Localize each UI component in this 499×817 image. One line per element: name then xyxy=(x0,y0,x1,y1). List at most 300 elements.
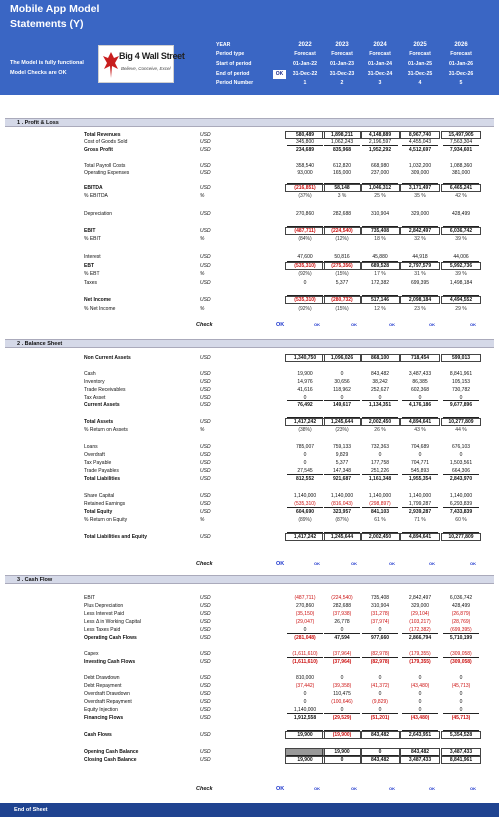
value-cell[interactable]: 977,660 xyxy=(370,635,390,641)
value-cell[interactable]: (535,310) xyxy=(285,296,325,304)
value-cell[interactable]: 1,952,292 xyxy=(368,147,392,153)
period-num-cell: 4 xyxy=(418,80,422,86)
value-cell[interactable]: 6,036,742 xyxy=(441,227,481,235)
value-cell[interactable]: 428,499 xyxy=(451,211,471,217)
value-cell[interactable]: (43,480) xyxy=(410,683,430,689)
value-cell[interactable]: 4,176,186 xyxy=(408,402,432,408)
value-cell[interactable]: 4,494,552 xyxy=(441,296,481,304)
value-cell[interactable]: 0 xyxy=(459,699,463,705)
value-cell[interactable]: (45,713) xyxy=(451,683,471,689)
value-cell[interactable]: 599,013 xyxy=(441,354,481,362)
value-cell[interactable]: 843,482 xyxy=(400,748,440,756)
value-cell[interactable]: 921,687 xyxy=(332,476,352,482)
value-cell[interactable]: 3,487,433 xyxy=(400,756,440,764)
statement-row xyxy=(0,401,499,409)
value-cell[interactable]: (309,058) xyxy=(450,651,472,657)
value-cell[interactable]: 47,594 xyxy=(334,635,350,641)
value-cell[interactable]: (29,104) xyxy=(410,611,430,617)
value-cell[interactable]: 1,503,561 xyxy=(449,460,473,466)
value-cell[interactable]: (535,310) xyxy=(285,262,325,270)
value-cell[interactable]: 60 % xyxy=(455,517,467,523)
value-cell[interactable]: 759,133 xyxy=(332,444,352,450)
period-type-cell: Forecast xyxy=(409,51,431,57)
value-cell[interactable]: 3,171,497 xyxy=(400,184,440,192)
value-cell[interactable]: (84%) xyxy=(298,236,312,242)
value-cell[interactable]: 237,000 xyxy=(370,170,390,176)
total-rule xyxy=(324,730,360,731)
value-cell[interactable]: 0 xyxy=(303,280,307,286)
value-cell[interactable]: (38%) xyxy=(298,427,312,433)
value-cell[interactable]: 30,656 xyxy=(334,379,350,385)
statement-row xyxy=(0,270,499,278)
value-cell[interactable]: 323,957 xyxy=(332,509,352,515)
row-unit: % xyxy=(200,193,205,199)
value-cell[interactable]: (15%) xyxy=(335,306,349,312)
value-cell[interactable]: 428,499 xyxy=(451,603,471,609)
value-cell[interactable]: 10,277,809 xyxy=(441,418,481,426)
value-cell[interactable]: 732,363 xyxy=(370,444,390,450)
value-cell[interactable]: (172,382) xyxy=(409,627,431,633)
value-cell[interactable]: 4,894,641 xyxy=(400,418,440,426)
value-cell[interactable]: (26,879) xyxy=(451,611,471,617)
statement-row xyxy=(0,192,499,200)
value-cell[interactable]: 735,408 xyxy=(360,227,400,235)
value-cell[interactable]: 1,140,000 xyxy=(449,493,473,499)
row-unit: USD xyxy=(200,355,211,361)
value-cell[interactable]: 15,497,905 xyxy=(441,131,481,139)
value-cell[interactable]: 43 % xyxy=(414,427,426,433)
value-cell[interactable]: 25 % xyxy=(374,193,386,199)
row-unit: USD xyxy=(200,635,211,641)
value-cell[interactable]: (281,048) xyxy=(294,635,316,641)
value-cell[interactable]: (224,540) xyxy=(322,227,362,235)
row-unit: USD xyxy=(200,395,211,401)
value-cell[interactable]: 1,140,000 xyxy=(293,493,317,499)
value-cell[interactable]: 0 xyxy=(418,452,422,458)
value-cell[interactable]: 149,617 xyxy=(332,402,352,408)
row-unit: USD xyxy=(200,707,211,713)
row-label: Total Liabilities xyxy=(84,476,121,482)
value-cell[interactable]: (87%) xyxy=(335,517,349,523)
value-cell[interactable]: (487,711) xyxy=(285,227,325,235)
value-cell[interactable]: 118,962 xyxy=(333,387,351,393)
value-cell[interactable]: (37,442) xyxy=(295,683,315,689)
value-cell[interactable]: 612,820 xyxy=(332,163,352,169)
value-cell[interactable]: (45,713) xyxy=(451,715,471,721)
value-cell[interactable]: 86,385 xyxy=(412,379,428,385)
value-cell[interactable]: 730,782 xyxy=(451,387,471,393)
row-unit: USD xyxy=(200,501,211,507)
period-start-cell: 01-Jan-22 xyxy=(293,61,317,67)
value-cell[interactable]: 0 xyxy=(340,675,344,681)
value-cell[interactable]: 1,140,000 xyxy=(408,493,432,499)
value-cell[interactable]: 718,454 xyxy=(400,354,440,362)
value-cell[interactable]: 843,482 xyxy=(360,731,400,739)
value-cell[interactable]: 0 xyxy=(459,691,463,697)
value-cell[interactable]: 1,088,360 xyxy=(449,163,473,169)
value-cell[interactable]: 0 xyxy=(303,460,307,466)
value-cell[interactable]: 0 xyxy=(418,699,422,705)
value-cell[interactable]: 841,103 xyxy=(370,509,390,515)
value-cell[interactable]: 2,842,497 xyxy=(408,595,432,601)
value-cell[interactable]: 2,196,597 xyxy=(368,139,392,145)
period-start-cell: 01-Jan-24 xyxy=(368,61,392,67)
value-cell[interactable]: 689,528 xyxy=(360,262,400,270)
value-cell[interactable]: 4,894,641 xyxy=(400,533,440,541)
value-cell[interactable]: 26 % xyxy=(374,427,386,433)
total-rule xyxy=(443,145,479,146)
value-cell[interactable]: 1,134,351 xyxy=(368,402,392,408)
value-cell[interactable]: (37,964) xyxy=(332,659,352,665)
value-cell[interactable]: 1,898,211 xyxy=(322,131,362,139)
row-label: Operating Cash Flows xyxy=(84,635,137,641)
value-cell[interactable]: 2,843,970 xyxy=(449,476,473,482)
value-cell[interactable]: 3 % xyxy=(337,193,347,199)
value-cell[interactable]: 1,062,243 xyxy=(330,139,354,145)
value-cell[interactable]: 1,140,000 xyxy=(330,493,354,499)
statement-row xyxy=(0,426,499,434)
value-cell[interactable]: 835,968 xyxy=(332,147,352,153)
value-cell[interactable]: 0 xyxy=(378,452,382,458)
value-cell[interactable]: 6,036,742 xyxy=(449,595,473,601)
value-cell[interactable]: (51,201) xyxy=(370,715,390,721)
value-cell[interactable]: 44 % xyxy=(455,427,467,433)
value-cell[interactable]: (29,047) xyxy=(295,619,315,625)
value-cell[interactable]: 1,417,242 xyxy=(285,418,325,426)
value-cell[interactable]: (100,646) xyxy=(331,699,353,705)
value-cell[interactable]: 2,002,450 xyxy=(360,418,400,426)
value-cell[interactable]: 58,148 xyxy=(322,184,362,192)
value-cell[interactable]: 345,800 xyxy=(295,139,315,145)
value-cell[interactable]: 5,377 xyxy=(335,280,349,286)
value-cell[interactable]: 38,242 xyxy=(372,379,388,385)
value-cell[interactable]: 5,992,736 xyxy=(441,262,481,270)
value-cell[interactable]: 3,487,433 xyxy=(408,371,432,377)
value-cell[interactable]: 0 xyxy=(418,691,422,697)
period-label: End of period xyxy=(216,71,250,77)
value-cell[interactable]: 0 xyxy=(303,691,307,697)
value-cell[interactable]: 105,153 xyxy=(451,379,471,385)
total-rule xyxy=(362,507,398,508)
value-cell[interactable]: 1,417,242 xyxy=(285,533,325,541)
value-cell[interactable]: 0 xyxy=(418,675,422,681)
value-cell[interactable]: (275,356) xyxy=(322,262,362,270)
value-cell[interactable]: 2,939,287 xyxy=(408,509,432,515)
value-cell[interactable]: (82,978) xyxy=(370,659,390,665)
value-cell[interactable]: 1,046,312 xyxy=(360,184,400,192)
row-unit: USD xyxy=(200,163,211,169)
value-cell[interactable]: 0 xyxy=(459,395,463,401)
value-cell[interactable]: 2,797,579 xyxy=(400,262,440,270)
value-cell[interactable]: 1,140,000 xyxy=(368,493,392,499)
value-cell[interactable]: 6,465,241 xyxy=(441,184,481,192)
value-cell[interactable]: 0 xyxy=(340,371,344,377)
value-cell[interactable]: 270,860 xyxy=(295,603,315,609)
value-cell[interactable]: 4,455,043 xyxy=(408,139,432,145)
value-cell[interactable]: 0 xyxy=(340,395,344,401)
value-cell[interactable]: (41,372) xyxy=(370,683,390,689)
period-label: Start of period xyxy=(216,61,252,67)
value-cell[interactable]: (179,355) xyxy=(409,651,431,657)
value-cell[interactable]: 1,245,644 xyxy=(322,418,362,426)
value-cell[interactable]: 9,829 xyxy=(335,452,349,458)
value-cell[interactable]: 27,545 xyxy=(297,468,313,474)
total-rule xyxy=(402,730,438,731)
value-cell[interactable]: 602,368 xyxy=(410,387,430,393)
value-cell[interactable]: 0 xyxy=(303,699,307,705)
value-cell[interactable]: 172,382 xyxy=(370,280,390,286)
value-cell[interactable]: 147,348 xyxy=(332,468,352,474)
value-cell[interactable]: 4,148,889 xyxy=(360,131,400,139)
value-cell[interactable]: (37%) xyxy=(298,193,312,199)
value-cell[interactable]: 5,710,199 xyxy=(449,635,473,641)
value-cell[interactable]: 1,340,750 xyxy=(285,354,325,362)
value-cell[interactable]: 1,032,200 xyxy=(408,163,432,169)
value-cell[interactable]: 110,475 xyxy=(333,691,351,697)
period-end-cell: 31-Dec-22 xyxy=(292,71,318,77)
row-label: Investing Cash Flows xyxy=(84,659,136,665)
statement-row xyxy=(0,475,499,483)
value-cell[interactable]: 0 xyxy=(459,452,463,458)
statement-row xyxy=(0,451,499,459)
value-cell[interactable]: 604,690 xyxy=(295,509,315,515)
value-cell[interactable]: (298,897) xyxy=(369,501,391,507)
value-cell[interactable]: 2,842,497 xyxy=(400,227,440,235)
period-end-cell: 31-Dec-25 xyxy=(407,71,433,77)
value-cell[interactable]: 42 % xyxy=(455,193,467,199)
value-cell[interactable]: (92%) xyxy=(298,271,312,277)
value-cell[interactable]: 517,146 xyxy=(360,296,400,304)
value-cell[interactable]: (89%) xyxy=(298,517,312,523)
value-cell[interactable]: 76,492 xyxy=(297,402,313,408)
value-cell[interactable]: 0 xyxy=(340,627,344,633)
value-cell[interactable]: (816,043) xyxy=(331,501,353,507)
value-cell[interactable]: 0 xyxy=(459,675,463,681)
value-cell[interactable]: 2,002,450 xyxy=(360,533,400,541)
value-cell[interactable]: 0 xyxy=(303,395,307,401)
value-cell[interactable]: 1,912,558 xyxy=(293,715,317,721)
value-cell[interactable]: (12%) xyxy=(335,236,349,242)
value-cell[interactable]: 0 xyxy=(378,627,382,633)
value-cell[interactable]: 1,955,354 xyxy=(408,476,432,482)
row-unit: USD xyxy=(200,732,211,738)
value-cell[interactable]: 47,600 xyxy=(297,254,313,260)
value-cell[interactable]: 1,498,184 xyxy=(449,280,473,286)
value-cell[interactable]: 270,860 xyxy=(295,211,315,217)
value-cell[interactable]: (535,310) xyxy=(294,501,316,507)
value-cell[interactable]: 0 xyxy=(340,707,344,713)
value-cell[interactable]: 2,643,951 xyxy=(400,731,440,739)
value-cell[interactable]: 44,006 xyxy=(453,254,469,260)
value-cell[interactable]: 10,277,809 xyxy=(441,533,481,541)
value-cell[interactable]: (29,529) xyxy=(332,715,352,721)
check-label: Check xyxy=(196,561,213,567)
value-cell[interactable]: 50,816 xyxy=(334,254,350,260)
value-cell[interactable]: (103,217) xyxy=(409,619,431,625)
value-cell[interactable]: (699,395) xyxy=(450,627,472,633)
value-cell[interactable]: 29 % xyxy=(455,306,467,312)
value-cell[interactable]: (37,938) xyxy=(332,611,352,617)
value-cell[interactable]: 1,245,644 xyxy=(322,533,362,541)
value-cell[interactable]: 8,967,740 xyxy=(400,131,440,139)
value-cell[interactable]: (9,829) xyxy=(372,699,388,705)
value-cell[interactable]: (35,150) xyxy=(295,611,315,617)
value-cell[interactable]: 0 xyxy=(303,452,307,458)
value-cell[interactable]: 812,552 xyxy=(295,476,315,482)
value-cell[interactable]: (28,769) xyxy=(451,619,471,625)
value-cell[interactable]: 0 xyxy=(418,707,422,713)
logo-text: Big 4 Wall Street xyxy=(119,51,185,61)
value-cell[interactable]: 19,900 xyxy=(297,371,313,377)
value-cell[interactable]: 668,980 xyxy=(370,163,390,169)
value-cell[interactable]: (1,611,610) xyxy=(292,659,318,665)
value-cell[interactable]: 868,100 xyxy=(360,354,400,362)
value-cell[interactable]: 0 xyxy=(303,627,307,633)
value-cell[interactable]: 5,377 xyxy=(335,460,349,466)
row-unit: USD xyxy=(200,493,211,499)
value-cell[interactable]: 14,976 xyxy=(297,379,313,385)
value-cell[interactable]: 785,007 xyxy=(295,444,315,450)
total-rule xyxy=(402,532,438,533)
value-cell[interactable]: 381,000 xyxy=(451,170,471,176)
row-unit: USD xyxy=(200,651,211,657)
value-cell[interactable]: 32 % xyxy=(414,236,426,242)
value-cell[interactable]: 0 xyxy=(459,707,463,713)
value-cell[interactable]: 676,103 xyxy=(451,444,471,450)
value-cell[interactable]: 7,934,601 xyxy=(449,147,473,153)
value-cell[interactable]: 310,904 xyxy=(370,603,390,609)
value-cell[interactable]: 61 % xyxy=(374,517,386,523)
value-cell[interactable]: 664,306 xyxy=(451,468,471,474)
value-cell[interactable]: 1,799,287 xyxy=(408,501,432,507)
value-cell[interactable]: (92%) xyxy=(298,306,312,312)
value-cell[interactable]: (19,900) xyxy=(322,731,362,739)
value-cell[interactable]: (224,540) xyxy=(331,595,353,601)
value-cell[interactable]: (179,355) xyxy=(409,659,431,665)
value-cell[interactable]: 0 xyxy=(378,675,382,681)
row-label: Non Current Assets xyxy=(84,355,131,361)
value-cell[interactable]: (37,974) xyxy=(370,619,390,625)
value-cell[interactable]: 12 % xyxy=(374,306,386,312)
value-cell[interactable]: 8,841,961 xyxy=(441,756,481,764)
value-cell[interactable]: 0 xyxy=(360,748,400,756)
value-cell[interactable]: (37,964) xyxy=(332,651,352,657)
value-cell[interactable]: 843,482 xyxy=(360,756,400,764)
total-rule xyxy=(362,730,398,731)
value-cell[interactable]: 251,226 xyxy=(370,468,390,474)
value-cell[interactable]: (487,711) xyxy=(294,595,316,601)
value-cell[interactable]: (216,851) xyxy=(285,184,325,192)
value-cell[interactable]: 35 % xyxy=(414,193,426,199)
value-cell[interactable]: (15%) xyxy=(335,271,349,277)
value-cell[interactable]: 2,098,184 xyxy=(400,296,440,304)
value-cell[interactable]: 5,354,528 xyxy=(441,731,481,739)
value-cell[interactable]: (309,058) xyxy=(450,659,472,665)
total-rule xyxy=(287,532,323,533)
value-cell[interactable]: 7,433,839 xyxy=(449,509,473,515)
value-cell[interactable]: 1,096,026 xyxy=(322,354,362,362)
value-cell[interactable]: (23%) xyxy=(335,427,349,433)
value-cell[interactable]: 358,540 xyxy=(295,163,315,169)
model-checks-note: Model Checks are OK xyxy=(10,70,67,76)
value-cell[interactable]: 735,408 xyxy=(370,595,390,601)
value-cell[interactable]: 26,778 xyxy=(334,619,350,625)
value-cell[interactable]: (43,480) xyxy=(410,715,430,721)
check-ok-status: OK xyxy=(276,561,285,567)
value-cell[interactable]: 329,000 xyxy=(410,603,430,609)
value-cell[interactable]: (82,978) xyxy=(370,651,390,657)
value-cell[interactable]: 545,893 xyxy=(410,468,430,474)
statement-row xyxy=(0,296,499,304)
value-cell[interactable]: 39 % xyxy=(455,236,467,242)
value-cell[interactable]: 0 xyxy=(322,756,362,764)
value-cell[interactable]: 4,512,697 xyxy=(408,147,432,153)
value-cell[interactable]: 45,880 xyxy=(372,254,388,260)
value-cell[interactable]: 177,758 xyxy=(370,460,390,466)
value-cell[interactable]: 234,689 xyxy=(295,147,315,153)
value-cell[interactable]: 580,489 xyxy=(285,131,325,139)
value-cell[interactable]: 282,688 xyxy=(332,211,352,217)
value-cell[interactable]: 23 % xyxy=(414,306,426,312)
value-cell[interactable]: 93,000 xyxy=(297,170,313,176)
value-cell[interactable]: 18 % xyxy=(374,236,386,242)
value-cell[interactable]: 8,841,961 xyxy=(449,371,473,377)
value-cell[interactable]: (39,358) xyxy=(332,683,352,689)
value-cell[interactable]: (280,732) xyxy=(322,296,362,304)
value-cell[interactable]: 0 xyxy=(378,691,382,697)
value-cell[interactable]: 6,293,839 xyxy=(449,501,473,507)
value-cell[interactable]: 71 % xyxy=(414,517,426,523)
value-cell[interactable]: 704,689 xyxy=(410,444,430,450)
value-cell[interactable]: 329,000 xyxy=(410,211,430,217)
value-cell[interactable]: 19,900 xyxy=(285,731,325,739)
total-rule xyxy=(362,657,398,658)
value-cell[interactable]: 252,627 xyxy=(370,387,390,393)
value-cell[interactable]: 9,677,896 xyxy=(449,402,473,408)
value-cell[interactable]: 17 % xyxy=(374,271,386,277)
value-cell[interactable]: 7,563,304 xyxy=(449,139,473,145)
value-cell[interactable]: 165,000 xyxy=(332,170,352,176)
value-cell[interactable]: (31,278) xyxy=(370,611,390,617)
value-cell[interactable]: 19,900 xyxy=(285,756,325,764)
value-cell[interactable]: 699,395 xyxy=(410,280,430,286)
value-cell[interactable]: (1,611,610) xyxy=(292,651,318,657)
value-cell[interactable]: 31 % xyxy=(414,271,426,277)
value-cell[interactable]: 310,904 xyxy=(370,211,390,217)
value-cell[interactable]: 44,918 xyxy=(412,254,428,260)
statement-row xyxy=(0,533,499,541)
value-cell[interactable]: 0 xyxy=(418,395,422,401)
value-cell[interactable]: 1,140,000 xyxy=(293,707,317,713)
value-cell[interactable]: 309,000 xyxy=(410,170,430,176)
total-rule xyxy=(362,145,398,146)
value-cell[interactable]: 282,688 xyxy=(332,603,352,609)
value-cell[interactable]: 39 % xyxy=(455,271,467,277)
value-cell[interactable]: 704,771 xyxy=(410,460,430,466)
value-cell[interactable]: 41,616 xyxy=(297,387,313,393)
value-cell[interactable]: 3,487,433 xyxy=(441,748,481,756)
row-unit: USD xyxy=(200,683,211,689)
value-cell[interactable]: 19,900 xyxy=(322,748,362,756)
total-rule xyxy=(402,507,438,508)
value-cell[interactable]: 0 xyxy=(378,395,382,401)
value-cell[interactable]: 0 xyxy=(378,707,382,713)
row-unit: USD xyxy=(200,699,211,705)
value-cell[interactable]: 843,482 xyxy=(370,371,390,377)
value-cell[interactable]: 2,866,794 xyxy=(408,635,432,641)
value-cell[interactable]: 810,000 xyxy=(295,675,315,681)
value-cell[interactable]: 1,161,348 xyxy=(368,476,392,482)
